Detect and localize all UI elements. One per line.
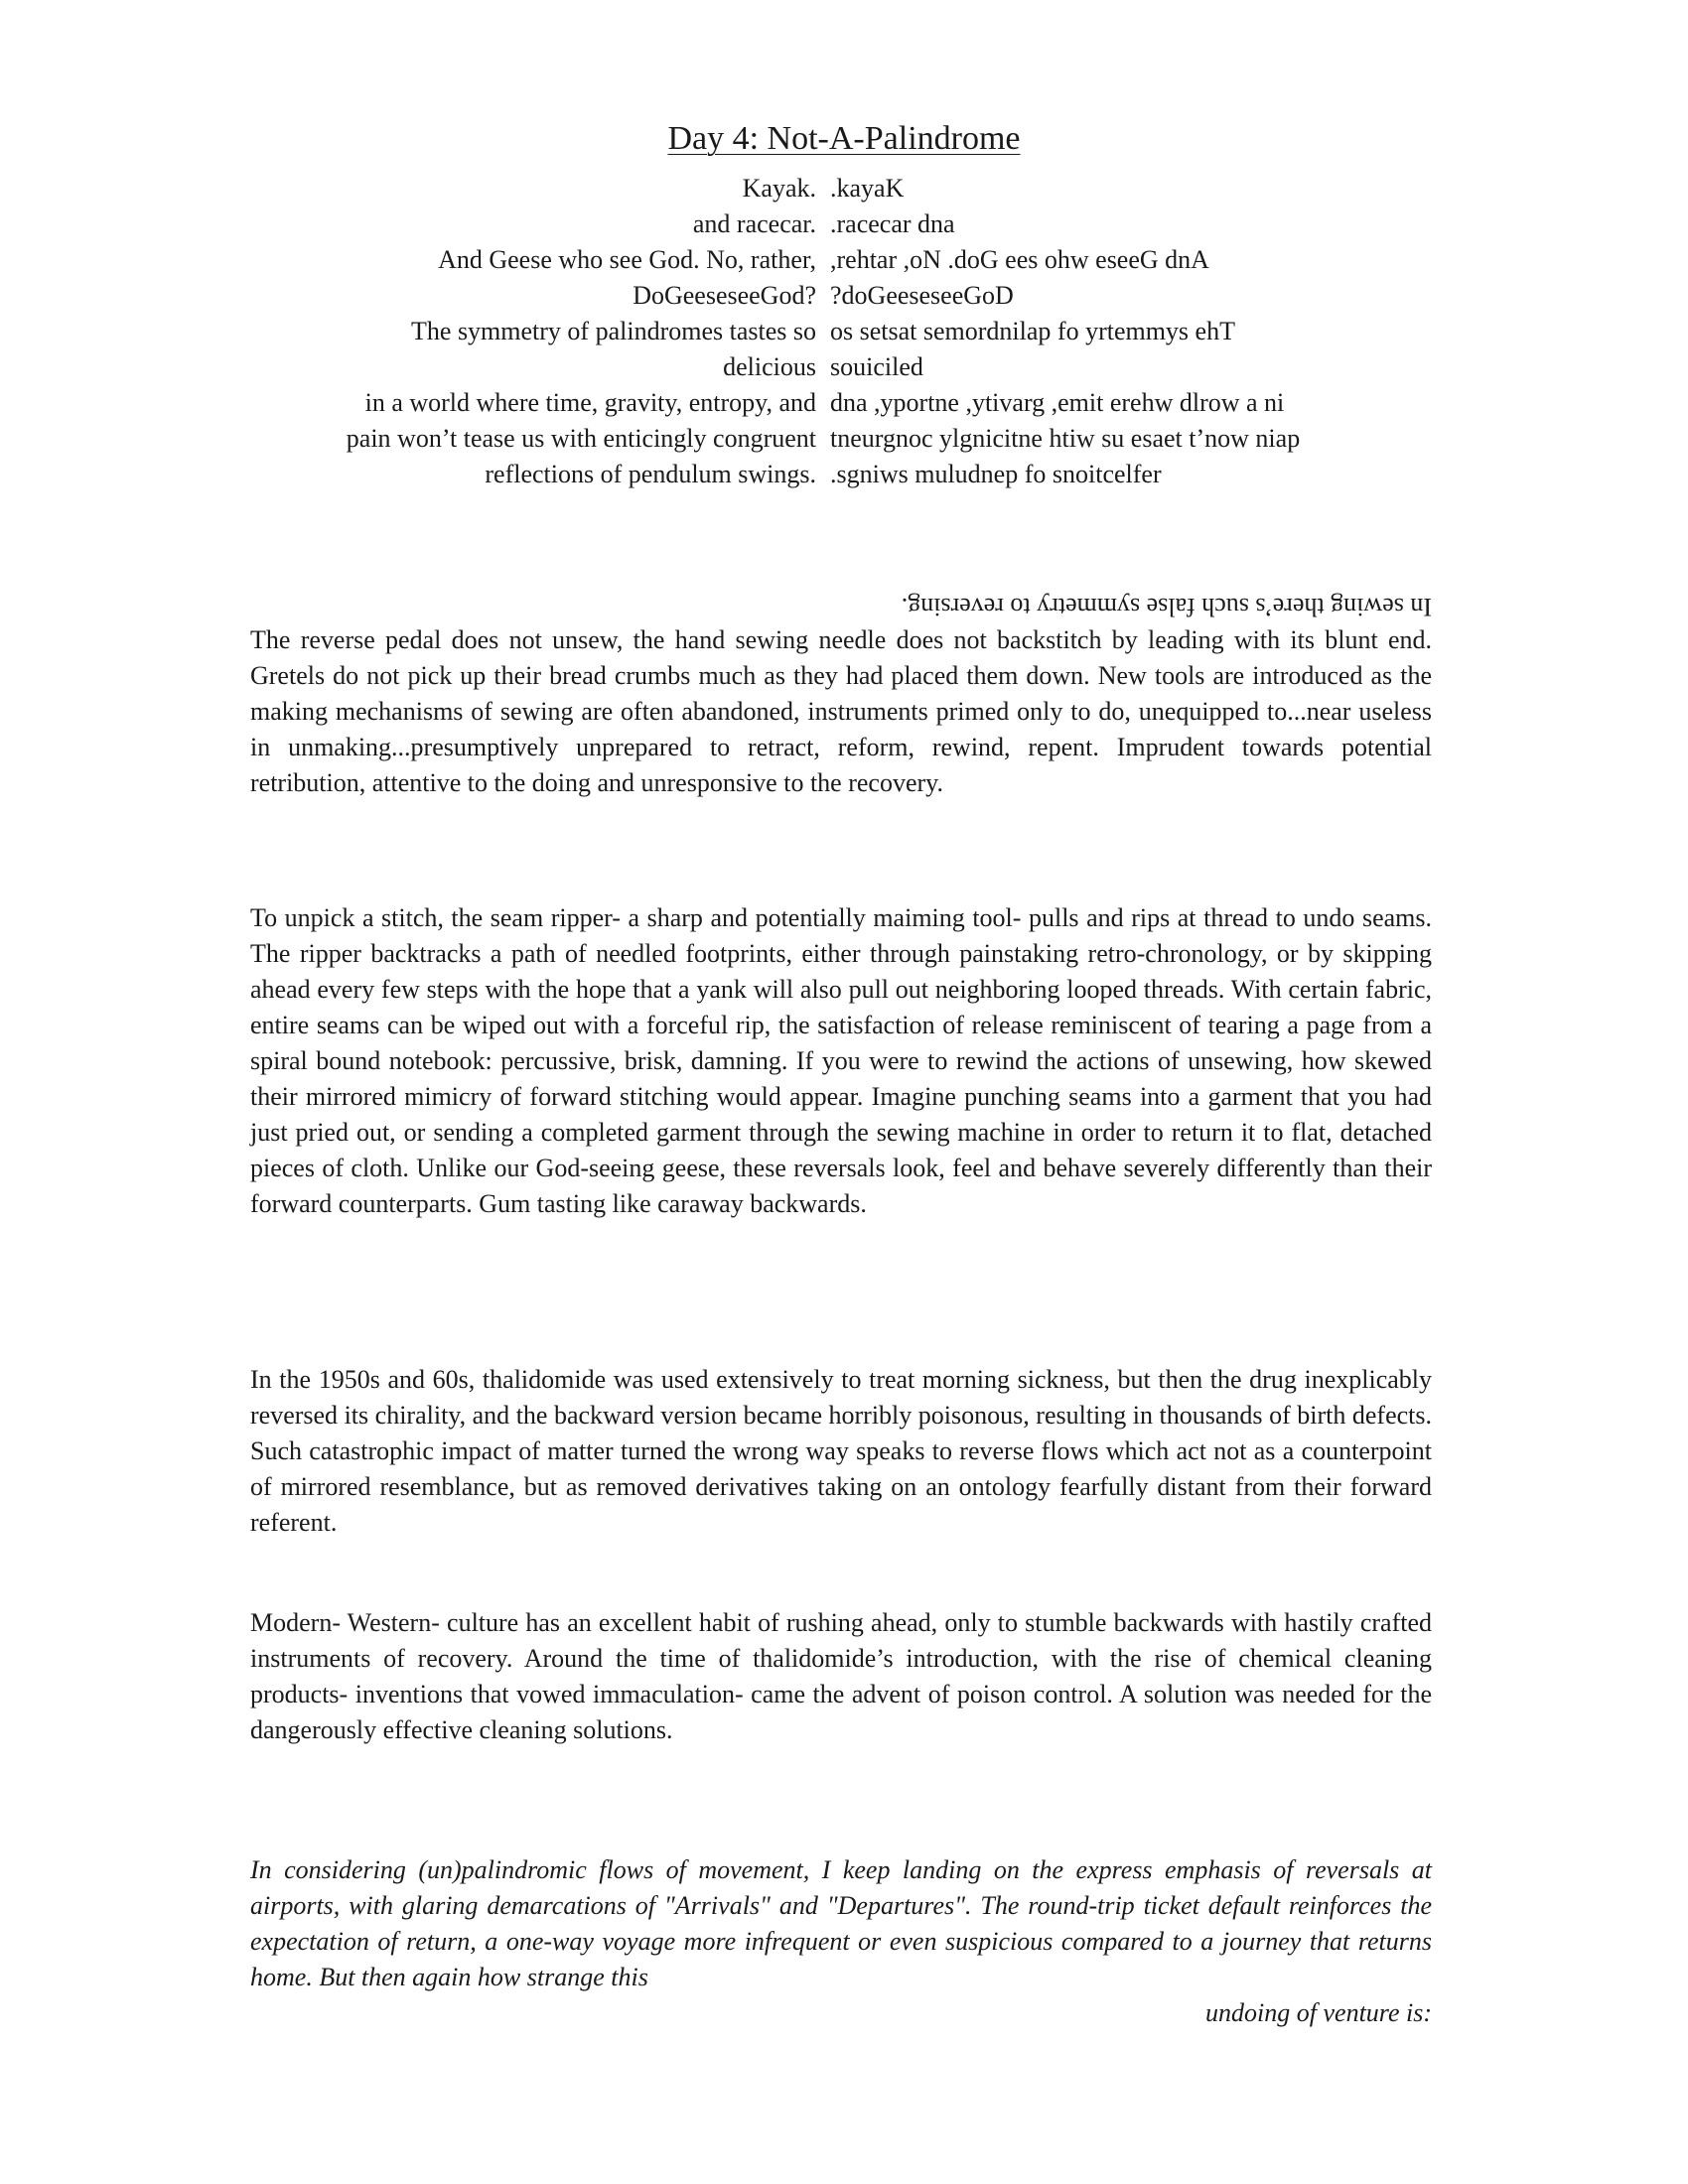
poem-line-reversed: .kayaK	[830, 174, 905, 203]
body-paragraph: Modern- Western- culture has an excellent habit of rushing ahead, only to stumble backwards with hastily crafted instruments of recovery. Around the time of thalidomide’s introduction, with the rise of chemical cleaning products- inventions that vowed immaculation- came the advent of poison control. A solution was needed for the dangerously effective cleaning solutions.	[250, 1608, 1432, 1744]
body-paragraph: To unpick a stitch, the seam ripper- a sharp and potentially maiming tool- pulls and rips at thread to undo seams. The ripper backtracks a path of needled footprints, either through painstaking retro-chronology, or by skipping ahead every few steps with the hope that a yank will also pull out neighboring looped threads. With certain fabric, entire seams can be wiped out with a forceful rip, the satisfaction of release reminiscent of tearing a page from a spiral bound notebook: percussive, brisk, damning. If you were to rewind the actions of unsewing, how skewed their mirrored mimicry of forward stitching would appear. Imagine punching seams into a garment that you had just pried out, or sending a completed garment through the sewing machine in order to return it to flat, detached pieces of cloth. Unlike our God-seeing geese, these reversals look, feel and behave severely differently than their forward counterparts. Gum tasting like caraway backwards.	[250, 903, 1432, 1218]
italic-paragraph-body: In considering (un)palindromic flows of movement, I keep landing on the express emphasis of reversals at airports, with glaring demarcations of "Arrivals" and "Departures". The round-trip ticket default reinforces the expectation of return, a one-way voyage more infrequent or even suspicious compared to a journey that returns home. But then again how strange this	[250, 1855, 1432, 1991]
page-title: Day 4: Not-A-Palindrome	[667, 120, 1021, 157]
palindrome-poem	[0, 171, 1688, 492]
poem-line-forward: And Geese who see God. No, rather,	[438, 245, 816, 274]
poem-line	[0, 349, 1688, 385]
poem-line	[0, 421, 1688, 457]
poem-line	[0, 206, 1688, 242]
poem-line-forward: and racecar.	[692, 209, 816, 238]
italic-paragraph-ending: undoing of venture is:	[1205, 1998, 1432, 2027]
poem-line	[0, 385, 1688, 421]
poem-line-reversed: dna ,yportne ,ytivarg ,emit erehw dlrow a ni	[830, 388, 1285, 417]
body-paragraph: The reverse pedal does not unsew, the hand sewing needle does not backstitch by leading with its blunt end. Gretels do not pick up their bread crumbs much as they had placed them down. New tools are introduced as the making mechanisms of sewing are often abandoned, instruments primed only to do, unequipped to...near useless in unmaking...presumptively unprepared to retract, reform, rewind, repent. Imprudent towards potential retribution, attentive to the doing and unresponsive to the recovery.	[250, 625, 1432, 797]
poem-line-reversed: tneurgnoc ylgnicitne htiw su esaet t’now niap	[830, 424, 1301, 453]
poem-line-forward: in a world where time, gravity, entropy, and	[364, 388, 816, 417]
upside-down-mirrored-sentence: In sewing there’s such false symmetry to reversing.	[901, 593, 1432, 621]
poem-line-forward: reflections of pendulum swings.	[485, 460, 816, 488]
poem-line	[0, 314, 1688, 349]
poem-line-forward: The symmetry of palindromes tastes so	[411, 317, 816, 345]
italic-paragraph	[250, 1852, 1432, 2031]
poem-line-forward: delicious	[723, 352, 816, 381]
poem-line	[0, 242, 1688, 278]
poem-line-reversed: ?doGeeseseeGoD	[830, 281, 1014, 310]
poem-line-forward: DoGeeseseeGod?	[633, 281, 816, 310]
poem-line-reversed: souiciled	[830, 352, 923, 381]
poem-line-reversed: os setsat semordnilap fo yrtemmys ehT	[830, 317, 1235, 345]
poem-line-reversed: ,rehtar ,oN .doG ees ohw eseeG dnA	[830, 245, 1209, 274]
poem-line	[0, 171, 1688, 206]
poem-line	[0, 278, 1688, 314]
poem-line-reversed: .racecar dna	[830, 209, 955, 238]
poem-line-forward: pain won’t tease us with enticingly congruent	[346, 424, 816, 453]
poem-line-reversed: .sgniws muludnep fo snoitcelfer	[830, 460, 1162, 488]
poem-line	[0, 457, 1688, 492]
poem-line-forward: Kayak.	[742, 174, 816, 203]
body-paragraph: In the 1950s and 60s, thalidomide was used extensively to treat morning sickness, but then the drug inexplicably reversed its chirality, and the backward version became horribly poisonous, resulting in thousands of birth defects. Such catastrophic impact of matter turned the wrong way speaks to reverse flows which act not as a counterpoint of mirrored resemblance, but as removed derivatives taking on an ontology fearfully distant from their forward referent.	[250, 1365, 1432, 1537]
